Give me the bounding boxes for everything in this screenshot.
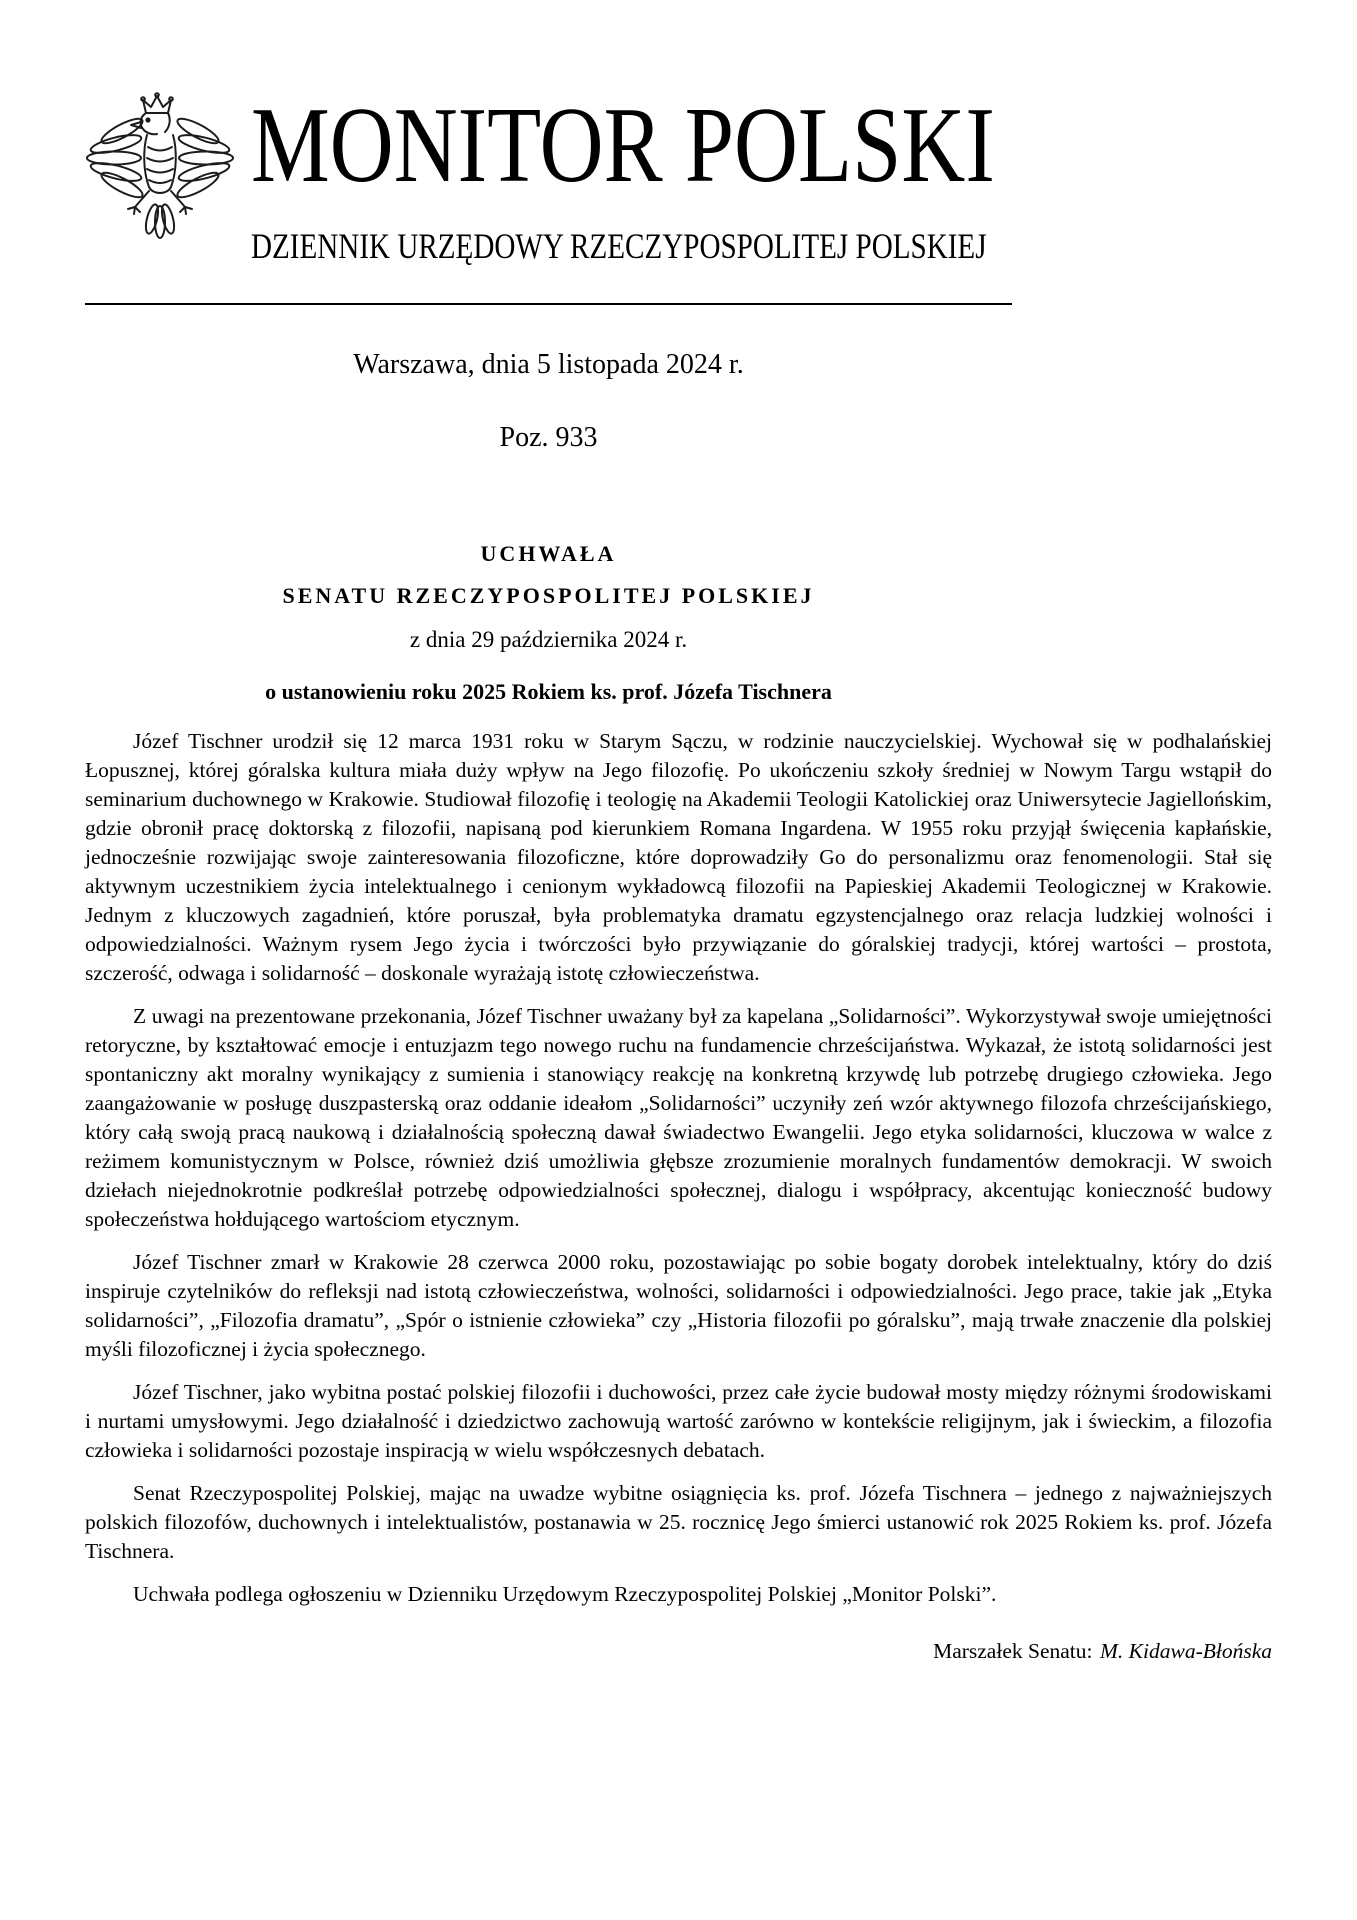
act-body xyxy=(85,727,1272,1666)
act-paragraph-1: Józef Tischner urodził się 12 marca 1931 roku w Starym Sączu, w rodzinie nauczycielskiej. Wychował się w podhalańskiej Łopusznej, której góralska kultura miała duży wpływ na Jego filozofię. Po ukończeniu szkoły średniej w Nowym Targu wstąpił do seminarium duchownego w Krakowie. Studiował filozofię i teologię na Akademii Teologii Katolickiej oraz Uniwersytecie Jagiellońskim, gdzie obronił pracę doktorską z filozofii, napisaną pod kierunkiem Romana Ingardena. W 1955 roku przyjął święcenia kapłańskie, jednocześnie rozwijając swoje zainteresowania filozoficzne, które doprowadziły Go do personalizmu oraz fenomenologii. Stał się aktywnym uczestnikiem życia intelektualnego i cenionym wykładowcą filozofii na Papieskiej Akademii Teologicznej w Krakowie. Jednym z kluczowych zagadnień, które poruszał, była problematyka dramatu egzystencjalnego oraz relacja ludzkiej wolności i odpowiedzialności. Ważnym rysem Jego życia i twórczości było przywiązanie do góralskiej tradycji, której wartości – prostota, szczerość, odwaga i solidarność – doskonale wyrażają istotę człowieczeństwa. xyxy=(85,729,1272,985)
polish-eagle-emblem xyxy=(85,90,235,252)
act-type: UCHWAŁA xyxy=(480,541,617,566)
place-date-line: Warszawa, dnia 5 listopada 2024 r. xyxy=(353,349,744,380)
gazette-title: MONITOR POLSKI xyxy=(251,86,995,205)
act-paragraph-4: Józef Tischner, jako wybitna postać polskiej filozofii i duchowości, przez całe życie budował mosty między różnymi środowiskami i nurtami umysłowymi. Jego działalność i dziedzictwo zachowują wartość zarówno w kontekście religijnym, jak i świeckim, a filozofia człowieka i solidarności pozostaje inspiracją w wielu współczesnych debatach. xyxy=(85,1380,1272,1462)
act-paragraph-6: Uchwała podlega ogłoszeniu w Dzienniku Urzędowym Rzeczypospolitej Polskiej „Monitor Polski”. xyxy=(133,1582,997,1606)
act-paragraph-5: Senat Rzeczypospolitej Polskiej, mając na uwadze wybitne osiągnięcia ks. prof. Józefa Tischnera – jednego z najważniejszych polskich filozofów, duchownych i intelektualistów, postanawia w 25. rocznicę Jego śmierci ustanowić rok 2025 Rokiem ks. prof. Józefa Tischnera. xyxy=(85,1481,1272,1563)
act-subject: o ustanowieniu roku 2025 Rokiem ks. prof. Józefa Tischnera xyxy=(265,679,832,704)
header-divider xyxy=(85,303,1012,305)
signature-label: Marszałek Senatu: xyxy=(933,1639,1093,1663)
position-number: Poz. 933 xyxy=(499,422,598,453)
masthead xyxy=(85,86,1012,267)
act-date: z dnia 29 października 2024 r. xyxy=(409,627,688,652)
signature-line xyxy=(85,1637,1272,1666)
act-paragraph-3: Józef Tischner zmarł w Krakowie 28 czerwca 2000 roku, pozostawiając po sobie bogaty dorobek intelektualny, który do dziś inspiruje czytelników do refleksji nad istotą człowieczeństwa, wolności, solidarności i odpowiedzialności. Jego prace, takie jak „Etyka solidarności”, „Filozofia dramatu”, „Spór o istnienie człowieka” czy „Historia filozofii po góralsku”, mają trwałe znaczenie dla polskiej myśli filozoficznej i życia społecznego. xyxy=(85,1250,1272,1361)
act-paragraph-2: Z uwagi na prezentowane przekonania, Józef Tischner uważany był za kapelana „Solidarności”. Wykorzystywał swoje umiejętności retoryczne, by kształtować emocje i entuzjazm tego nowego ruchu na fundamencie chrześcijaństwa. Wykazał, że istotą solidarności jest spontaniczny akt moralny wynikający z sumienia i stanowiący reakcję na konkretną krzywdę lub potrzebę drugiego człowieka. Jego zaangażowanie w posługę duszpasterską oraz oddanie ideałom „Solidarności” uczyniły zeń wzór aktywnego filozofa chrześcijańskiego, który całą swoją pracą naukową i działalnością społeczną dawał świadectwo Ewangelii. Jego etyka solidarności, kluczowa w walce z reżimem komunistycznym w Polsce, również dziś umożliwia głębsze zrozumienie moralnych fundamentów demokracji. W swoich dziełach niejednokrotnie podkreślał potrzebę odpowiedzialności społecznej, dialogu i współpracy, akcentując konieczność budowy społeczeństwa hołdującego wartościom etycznym. xyxy=(85,1004,1272,1231)
gazette-subtitle: DZIENNIK URZĘDOWY RZECZYPOSPOLITEJ POLSKIEJ xyxy=(251,226,987,267)
act-issuer: SENATU RZECZYPOSPOLITEJ POLSKIEJ xyxy=(282,583,815,608)
act-heading xyxy=(85,541,1012,705)
signature-name: M. Kidawa-Błońska xyxy=(1100,1639,1272,1663)
masthead-titles xyxy=(251,86,1012,267)
